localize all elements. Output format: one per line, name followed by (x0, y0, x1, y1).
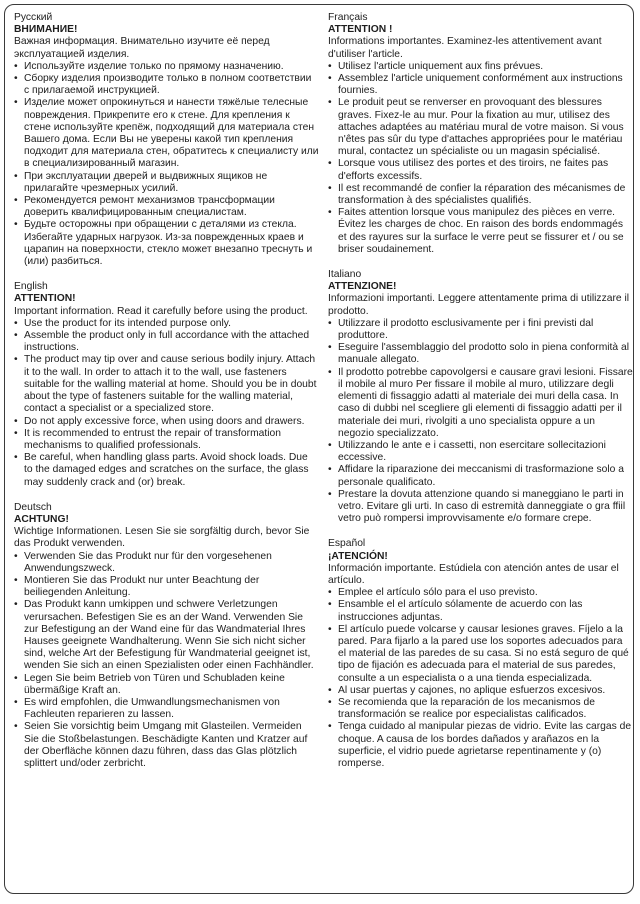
language-label: Italiano (328, 269, 362, 281)
intro-text: Informations importantes. Examinez-les attentivement avant d'utiliser l'article. (328, 36, 602, 60)
warning-item: • Prestare la dovuta attenzione quando si maneggiano le parti in vetro. Evitare gli urti. In caso di estremità danneggiate o gra ffiil vetro può rompersi improvvisamente e/o formare crepe. (328, 489, 633, 526)
warning-item: • Faites attention lorsque vous manipulez des pièces en verre. Évitez les charges de choc. En raison des bords endommagés et des rayures sur la surface le verre peut se fissurer et / ou se briser soudainement. (328, 207, 633, 256)
warning-item: • Do not apply excessive force, when using doors and drawers. (14, 416, 319, 428)
section-russian (14, 12, 319, 268)
warning-item: • Il prodotto potrebbe capovolgersi e causare gravi lesioni. Fissare il mobile al muro Per fissare il mobile al muro, utilizzare degli elementi di fissaggio adatti al materiale dei muri della casa. In caso di dubbi nel scegliere gli elementi di fissaggio adatti per il materiale dei muri, rivolgiti a uno specialista oppure a un negozio specializzato. (328, 367, 633, 440)
left-column (14, 12, 319, 770)
warning-item: • Lorsque vous utilisez des portes et des tiroirs, ne faites pas d'efforts excessifs. (328, 158, 633, 182)
warning-item: • Es wird empfohlen, die Umwandlungsmechanismen von Fachleuten reparieren zu lassen. (14, 697, 319, 721)
warning-item: • Ensamble el el artículo sólamente de acuerdo con las instrucciones adjuntas. (328, 599, 633, 623)
warning-list (14, 551, 319, 771)
language-label: Deutsch (14, 501, 52, 513)
language-label: Español (328, 538, 366, 550)
warning-item: • Eseguire l'assemblaggio del prodotto solo in piena conformità al manuale allegato. (328, 342, 633, 366)
warning-item: • Al usar puertas y cajones, no aplique esfuerzos excesivos. (328, 685, 633, 697)
intro-text: Important information. Read it carefully before using the product. (14, 305, 308, 317)
section-italian (328, 269, 633, 525)
warning-item: • Verwenden Sie das Produkt nur für den vorgesehenen Anwendungszweck. (14, 551, 319, 575)
warning-item: • Будьте осторожны при обращении с деталями из стекла. Избегайте ударных нагрузок. Из-за поврежденных краев и царапин на поверхности, стекло может внезапно треснуть и (или) разбиться. (14, 219, 319, 268)
warning-item: • Assemblez l'article uniquement conformément aux instructions fournies. (328, 73, 633, 97)
warning-item: • Используйте изделие только по прямому назначению. (14, 61, 319, 73)
warning-item: • Tenga cuidado al manipular piezas de vidrio. Evite las cargas de choque. A causa de los bordes dañados y arañazos en la superficie, el vidrio puede agrietarse repentinamente y (o) romperse. (328, 721, 633, 770)
intro-text: Información importante. Estúdiela con atención antes de usar el artículo. (328, 562, 619, 586)
warning-item: • Le produit peut se renverser en provoquant des blessures graves. Fixez-le au mur. Pour la fixation au mur, utilisez des attaches adaptées au matériau mural de votre maison. Si vous n'êtes pas sûr du type d'attaches appropriées pour le matériau mural, contactez un spécialiste ou un magasin spécialisé. (328, 97, 633, 158)
intro-text: Wichtige Informationen. Lesen Sie sie sorgfältig durch, bevor Sie das Produkt verwenden. (14, 526, 310, 550)
warning-list (14, 61, 319, 268)
section-french (328, 12, 633, 256)
warning-item: • Seien Sie vorsichtig beim Umgang mit Glasteilen. Vermeiden Sie die Stoßbelastungen. Beschädigte Kanten und Kratzer auf der Oberfläche können dazu führen, dass das Glas plötzlich splittert und/oder zerbricht. (14, 721, 319, 770)
warning-item: • Se recomienda que la reparación de los mecanismos de transformación se realice por especialistas calificados. (328, 697, 633, 721)
warning-item: • При эксплуатации дверей и выдвижных ящиков не прилагайте чрезмерных усилий. (14, 171, 319, 195)
warning-item: • It is recommended to entrust the repair of transformation mechanisms to qualified professionals. (14, 428, 319, 452)
warning-list (328, 587, 633, 770)
warning-list (14, 318, 319, 489)
warning-item: • Use the product for its intended purpose only. (14, 318, 319, 330)
intro-text: Informazioni importanti. Leggere attentamente prima di utilizzare il prodotto. (328, 293, 630, 317)
language-label: English (14, 281, 48, 293)
warning-list (328, 318, 633, 525)
warning-heading: ATTENTION! (14, 293, 76, 305)
intro-text: Важная информация. Внимательно изучите её перед эксплуатацией изделия. (14, 36, 270, 60)
warning-item: • Montieren Sie das Produkt nur unter Beachtung der beiliegenden Anleitung. (14, 575, 319, 599)
warning-item: • Utilizzando le ante e i cassetti, non esercitare sollecitazioni eccessive. (328, 440, 633, 464)
warning-heading: ATTENTION ! (328, 24, 393, 36)
warning-item: • Utilisez l'article uniquement aux fins prévues. (328, 61, 633, 73)
warning-item: • Изделие может опрокинуться и нанести тяжёлые телесные повреждения. Прикрепите его к стене. Для крепления к стене используйте крепёж, подходящий для материала стен Вашего дома. Если Вы не уверены какой тип крепления подходит для материала стен, обратитесь к специалисту или в специализированный магазин. (14, 97, 319, 170)
warning-item: • Legen Sie beim Betrieb von Türen und Schubladen keine übermäßige Kraft an. (14, 673, 319, 697)
right-column (328, 12, 633, 770)
warning-item: • Сборку изделия производите только в полном соответствии с прилагаемой инструкцией. (14, 73, 319, 97)
warning-item: • Utilizzare il prodotto esclusivamente per i fini previsti dal produttore. (328, 318, 633, 342)
warning-item: • Il est recommandé de confier la réparation des mécanismes de transformation à des spécialistes qualifiés. (328, 183, 633, 207)
warning-item: • Be careful, when handling glass parts. Avoid shock loads. Due to the damaged edges and scratches on the surface, the glass may suddenly crack and (or) break. (14, 452, 319, 489)
warning-item: • Das Produkt kann umkippen und schwere Verletzungen verursachen. Befestigen Sie es an der Wand. Verwenden Sie zur Befestigung an der Wand eine für das Wandmaterial Ihres Hauses geeignete Wandhalterung. Wenn Sie sich nicht sicher sind, welche Art der Befestigung für Wandmaterial geeignet ist, wenden Sie sich an einen Spezialisten oder einen Fachhändler. (14, 599, 319, 672)
warning-heading: ACHTUNG! (14, 513, 69, 525)
section-german (14, 502, 319, 770)
section-spanish (328, 538, 633, 770)
warning-item: • Assemble the product only in full accordance with the attached instructions. (14, 330, 319, 354)
warning-heading: ¡ATENCIÓN! (328, 550, 388, 562)
warning-item: • Affidare la riparazione dei meccanismi di trasformazione solo a personale qualificato. (328, 464, 633, 488)
section-english (14, 281, 319, 488)
warning-list (328, 61, 633, 256)
warning-item: • Emplee el artículo sólo para el uso previsto. (328, 587, 633, 599)
warning-heading: ATTENZIONE! (328, 281, 397, 293)
language-label: Русский (14, 12, 53, 23)
warning-heading: ВНИМАНИЕ! (14, 24, 78, 36)
warning-item: • The product may tip over and cause serious bodily injury. Attach it to the wall. In order to attach it to the wall, use fasteners suitable for the walling material at home. Should you be in doubt about the type of fasteners suitable for the walling material, contact a specialist or a specialized store. (14, 354, 319, 415)
language-label: Français (328, 12, 368, 23)
warning-item: • Рекомендуется ремонт механизмов трансформации доверить квалифицированным специалистам. (14, 195, 319, 219)
warning-item: • El artículo puede volcarse y causar lesiones graves. Fíjelo a la pared. Para fijarlo a la pared use los soportes adecuados para el material de las paredes de su casa. Si no está seguro de qué tipo de fijación es adecuada para el material de sus paredes, consulte a un especialista o a una tienda especializada. (328, 624, 633, 685)
